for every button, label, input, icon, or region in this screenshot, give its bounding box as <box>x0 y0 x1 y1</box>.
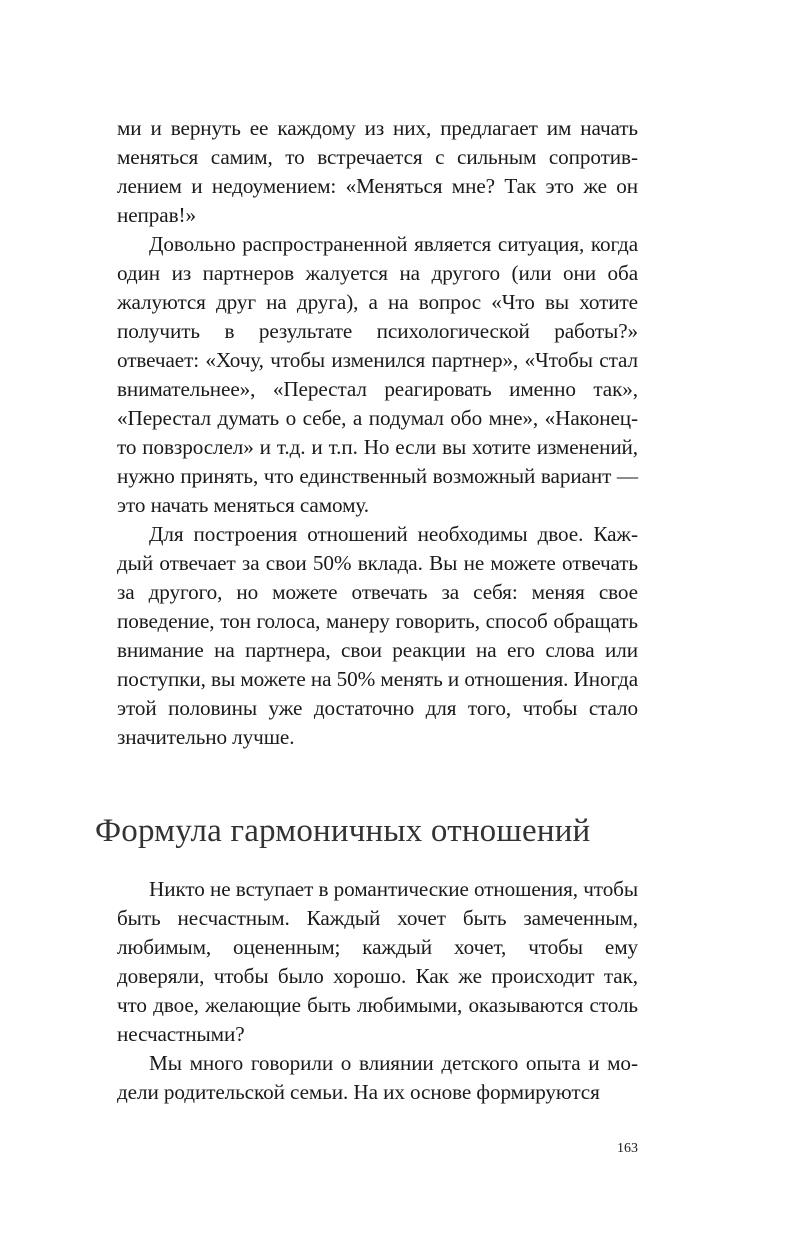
paragraph: Мы много говорили о влиянии детского опыта и модели родительской семьи. На их основе формируются <box>117 1051 638 1104</box>
paragraph: Никто не вступает в романтические отношения, чтобы быть несчастным. Каждый хочет быть замеченным, любимым, оцененным; каждый хочет, чтобы ему доверяли, чтобы было хорошо. Как же происходит так, что двое, желающие быть любимыми, оказываются столь несчастными? <box>117 877 638 1046</box>
section-heading: Формула гармоничных отношений <box>95 813 591 849</box>
page-body-section-2 <box>117 875 638 1107</box>
page-number: 163 <box>617 1141 638 1156</box>
paragraph: Для построения отношений необходимы двое. Каждый отвечает за свои 50% вклада. Вы не можете отвечать за другого, но можете отвечать за себя: меняя свое поведение, тон голоса, манеру говорить, способ обращать внимание на партнера, свои реакции на его слова или поступки, вы можете на 50% менять и отношения. Иногда этой половины уже достаточно для того, чтобы стало значительно лучше. <box>117 522 638 749</box>
paragraph: Довольно распространенной является ситуация, когда один из партнеров жалуется на другого (или они оба жалуются друг на друга), а на вопрос «Что вы хотите получить в результате психологической работы?» отвечает: «Хочу, чтобы изменился партнер», «Чтобы стал внимательнее», «Перестал реагировать именно так», «Перестал думать о себе, а подумал обо мне», «Наконец-то повзрослел» и т.д. и т.п. Но если вы хотите изменений, нужно принять, что единственный возможный вариант — это начать меняться самому. <box>117 232 638 517</box>
paragraph: ми и вернуть ее каждому из них, предлагает им начать меняться самим, то встречается с сильным сопротивлением и недоумением: «Меняться мне? Так это же он неправ!» <box>117 116 638 227</box>
page-body-section-1 <box>117 114 638 752</box>
